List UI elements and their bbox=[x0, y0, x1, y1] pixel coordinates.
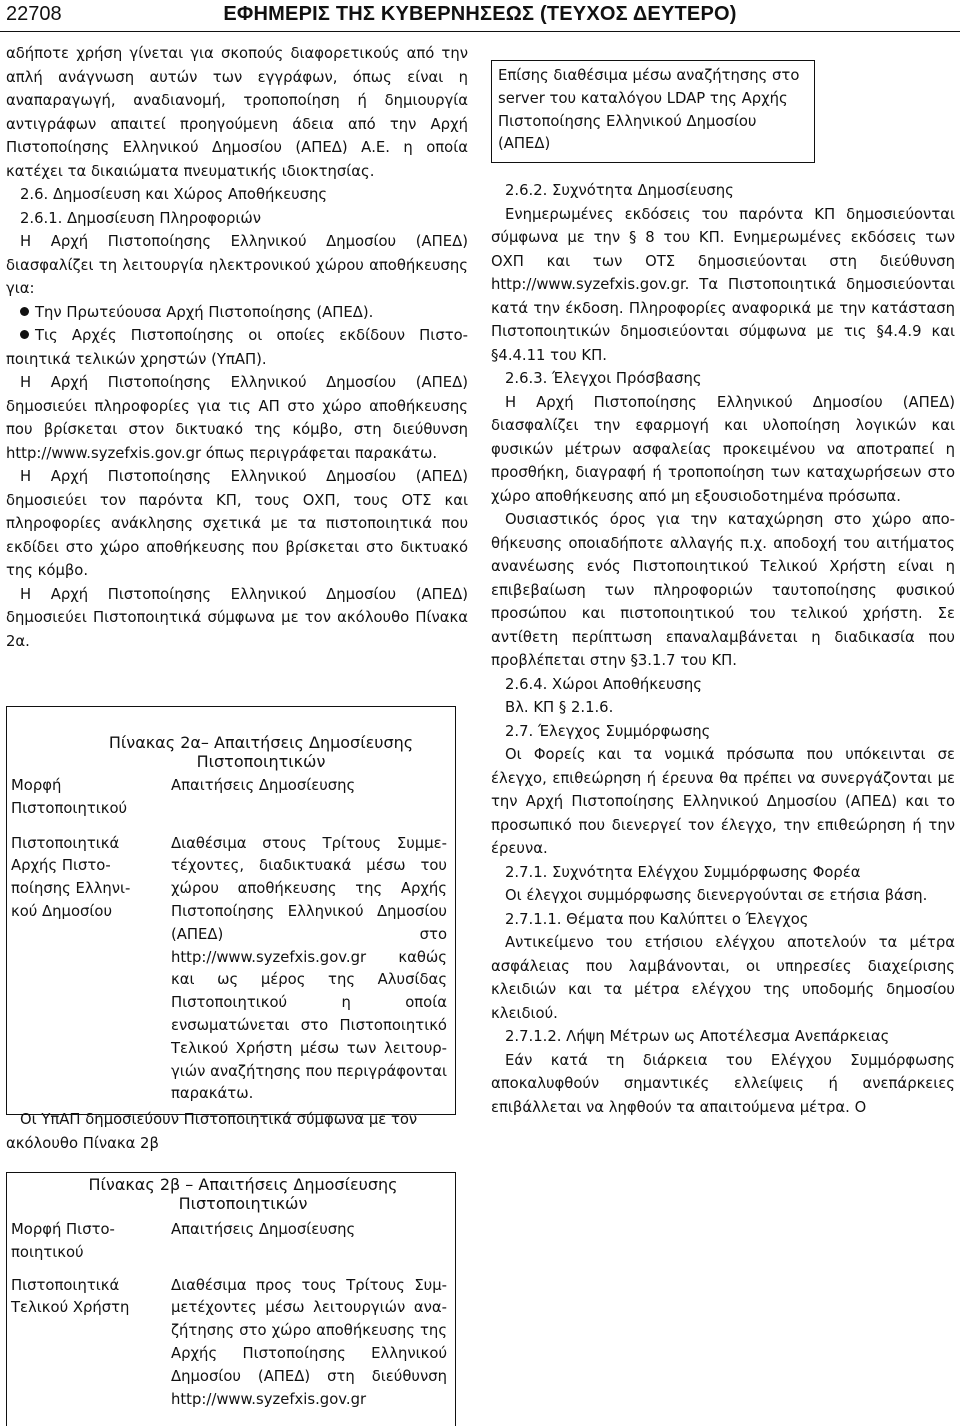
paragraph: Οι ΥπΑΠ δημοσιεύουν Πιστοποιητικά σύμφωνα με τον ακόλουθο Πίνακα 2β bbox=[6, 1111, 418, 1152]
section-heading: 2.6.4. Χώροι Αποθήκευσης bbox=[505, 675, 702, 693]
page-header bbox=[0, 0, 960, 30]
section-heading: 2.7. Έλεγχος Συμμόρφωσης bbox=[505, 722, 711, 740]
table-header-cell: Απαιτήσεις Δημοσίευσης bbox=[171, 777, 356, 794]
paragraph: Η Αρχή Πιστοποίησης Ελληνικού Δημοσίου (ΑΠΕΔ) διασφαλίζει την εφαρμογή και υλοποίηση λογικών και φυσικών μέτρων ασφαλείας προκειμένου να αποτραπεί η προσθήκη, διαγραφή ή τροποποίηση των καταχωρήσεων στο χώρο αποθήκευσης από μη εξουσιοδοτημένα πρόσωπα. bbox=[491, 393, 955, 505]
paragraph: αδήποτε χρήση γίνεται για σκοπούς διαφορετικούς από την απλή ανάγνωση αυτών των εγγράφων, όπως είναι η αναπαραγωγή, αναδιανομή, τροποποίηση ή δημιουργία αντιγράφων απαιτεί προηγούμενη άδεια από την Αρχή Πιστοποίησης Ελληνικού Δημοσίου (ΑΠΕΔ) Α.Ε. η οποία κατέχει τα δικαιώματα πνευματικής ιδιοκτησίας. bbox=[6, 45, 468, 180]
header-rule bbox=[0, 31, 960, 32]
paragraph: Αντικείμενο του ετήσιου ελέγχου αποτελούν τα μέτρα ασφάλειας που λαμβάνονται, οι υπηρεσίες διαχείρισης κλειδιών και τα μέτρα ελέγχου της υποδομής δημοσίου κλειδιού. bbox=[491, 934, 955, 1022]
table-cell: Διαθέσιμα προς τους Τρίτους Συμμετέχοντες μέσω λειτουργιών αναζήτησης στο χώρο αποθήκευσης της Αρχής Πιστοποίησης Ελληνικού Δημοσίου (ΑΠΕΔ) στη διεύθυνση http://www.syzefxis.gov.gr bbox=[171, 1276, 447, 1408]
table-body bbox=[7, 775, 455, 1114]
table-row bbox=[7, 821, 455, 1115]
table-header-cell: Μορφή Πιστοποιητικού bbox=[11, 777, 128, 817]
paragraph: Οι Φορείς και τα νομικά πρόσωπα που υπόκεινται σε έλεγχο, επιθεώρηση ή έρευνα θα πρέπει να συνεργάζονται με την Αρχή Πιστοποίησης Ελληνικού Δημοσίου (ΑΠΕΔ) και το προσωπικό που διενεργεί τον έλεγχο, την επιθεώρηση ή την έρευνα. bbox=[491, 746, 955, 858]
left-column bbox=[6, 42, 468, 653]
paragraph: Εάν κατά τη διάρκεια του Ελέγχου Συμμόρφωσης αποκαλυφθούν σημαντικές ελλείψεις ή ανεπάρκειες επιβάλλεται να ληφθούν τα απαιτούμενα μέτρα. Ο bbox=[491, 1051, 955, 1116]
bullet-item bbox=[6, 301, 468, 325]
table-row bbox=[7, 1265, 455, 1412]
section-heading: 2.6.3. Έλεγχοι Πρόσβασης bbox=[505, 370, 702, 388]
bullet-text: Την Πρωτεύουσα Αρχή Πιστοποίησης (ΑΠΕΔ). bbox=[35, 303, 374, 321]
paragraph: Οι έλεγχοι συμμόρφωσης διενεργούνται σε ετήσια βάση. bbox=[505, 887, 928, 905]
right-column bbox=[491, 60, 955, 1119]
table-header-cell: Απαιτήσεις Δημοσίευσης bbox=[171, 1221, 356, 1238]
running-title: ΕΦΗΜΕΡΙΣ ΤΗΣ ΚΥΒΕΡΝΗΣΕΩΣ (ΤΕΥΧΟΣ ΔΕΥΤΕΡΟ) bbox=[223, 3, 737, 25]
table-cell: Διαθέσιμα στους Τρίτους Συμμετέχοντες, διαδικτυακά μέσω του χώρου αποθήκευσης της Αρχής Πιστοποίησης Ελληνικού Δημοσίου (ΑΠΕΔ) στο http://www.syzefxis.gov.gr καθώς και ως μέρος της Αλυσίδας Πιστοποιητικού η οποία ενσωματώνεται στο Πιστοποιητικό Τελικού Χρήστη μέσω των λειτουργιών αναζήτησης που περιγράφονται παρακάτω. bbox=[171, 834, 447, 1103]
paragraph: Βλ. ΚΠ § 2.1.6. bbox=[505, 699, 614, 717]
section-heading: 2.7.1.1. Θέματα που Καλύπτει ο Έλεγχος bbox=[505, 910, 809, 928]
section-heading: 2.6.2. Συχνότητα Δημοσίευσης bbox=[505, 182, 734, 200]
section-heading: 2.7.1.2. Λήψη Μέτρων ως Αποτέλεσμα Ανεπάρκειας bbox=[505, 1028, 890, 1046]
paragraph: Η Αρχή Πιστοποίησης Ελληνικού Δημοσίου (ΑΠΕΔ) δημοσιεύει Πιστοποιητικά σύμφωνα με τον ακόλουθο Πίνακα 2α. bbox=[6, 585, 468, 650]
paragraph: Ουσιαστικός όρος για την καταχώρηση στο χώρο αποθήκευσης οποιαδήποτε αλλαγής π.χ. αποδοχή του αιτήματος ανανέωσης ενός Πιστοποιητικού Τελικού Χρήστη είναι η επιβεβαίωση των πληροφοριών ταυτοποίησης φυσικού προσώπου και πιστοποιητικού του τελικού χρήστη. Σε αντίθετη περίπτωση επαναλαμβάνεται η διαδικασία που προβλέπεται στην §3.1.7 του ΚΠ. bbox=[491, 511, 955, 670]
paragraph: Η Αρχή Πιστοποίησης Ελληνικού Δημοσίου (ΑΠΕΔ) διασφαλίζει τη λειτουργία ηλεκτρονικού χώρου αποθήκευσης για: bbox=[6, 233, 468, 297]
table-header-row bbox=[7, 775, 455, 821]
table-2a bbox=[6, 706, 456, 1115]
table-2b bbox=[6, 1172, 456, 1426]
section-heading: 2.6. Δημοσίευση και Χώρος Αποθήκευσης bbox=[20, 186, 328, 203]
paragraph: Ενημερωμένες εκδόσεις του παρόντα ΚΠ δημοσιεύονται σύμφωνα με την § 8 του ΚΠ. Ενημερωμένες εκδόσεις των ΟΧΠ και των ΟΤΣ δημοσιεύονται στη διεύθυνση http://www.syzefxis.gov.gr. Τα Πιστοποιητικά δημοσιεύονται κατά την έκδοση. Πληροφορίες αναφορικά με την κατάσταση Πιστοποιητικών δημοσιεύονται σύμφωνα με τις §4.4.9 και §4.4.11 του ΚΠ. bbox=[491, 205, 955, 364]
table-caption: Πίνακας 2β – Απαιτήσεις Δημοσίευσης Πιστοποιητικών bbox=[88, 1175, 398, 1213]
section-heading: 2.6.1. Δημοσίευση Πληροφοριών bbox=[20, 209, 262, 227]
paragraph: Η Αρχή Πιστοποίησης Ελληνικού Δημοσίου (ΑΠΕΔ) δημοσιεύει πληροφορίες για τις ΑΠ στο χώρο αποθήκευσης που βρίσκεται στον δικτυακό της κόμβο, στη διεύθυνση http://www.syzefxis.gov.gr όπως περιγράφεται παρακάτω. bbox=[6, 374, 468, 462]
bullet-item bbox=[6, 324, 468, 371]
table-caption: Πίνακας 2α– Απαιτήσεις Δημοσίευσης Πιστοποιητικών bbox=[108, 733, 414, 771]
between-tables-text bbox=[6, 1108, 468, 1155]
box-text: Επίσης διαθέσιμα μέσω αναζήτησης στο server του καταλόγου LDAP της Αρχής Πιστοποίησης Ελληνικού Δημοσίου (ΑΠΕΔ) bbox=[498, 67, 800, 153]
bullet-icon bbox=[20, 330, 29, 339]
ldap-note-box bbox=[491, 60, 815, 163]
bullet-icon bbox=[20, 307, 29, 316]
paragraph: Η Αρχή Πιστοποίησης Ελληνικού Δημοσίου (ΑΠΕΔ) δημοσιεύει τον παρόντα ΚΠ, τους ΟΧΠ, τους ΟΤΣ και πληροφορίες ανάκλησης σχετικά με τα πιστοποιητικά που εκδίδει στο χώρο αποθήκευσης που βρίσκεται στο δικτυακό της κόμβο. bbox=[6, 468, 468, 579]
section-heading: 2.7.1. Συχνότητα Ελέγχου Συμμόρφωσης Φορέα bbox=[505, 863, 861, 881]
table-header-row bbox=[7, 1219, 455, 1265]
bullet-text: Τις Αρχές Πιστοποίησης οι οποίες εκδίδουν Πιστοποιητικά τελικών χρηστών (ΥπΑΠ). bbox=[6, 327, 468, 368]
table-cell: Πιστοποιητικά Τελικού Χρήστη bbox=[11, 1276, 130, 1317]
table-cell: Πιστοποιητικά Αρχής Πιστοποίησης Ελληνικού Δημοσίου bbox=[11, 834, 131, 920]
page-number: 22708 bbox=[6, 3, 62, 25]
table-body bbox=[7, 1219, 455, 1411]
table-header-cell: Μορφή Πιστοποιητικού bbox=[11, 1221, 115, 1261]
